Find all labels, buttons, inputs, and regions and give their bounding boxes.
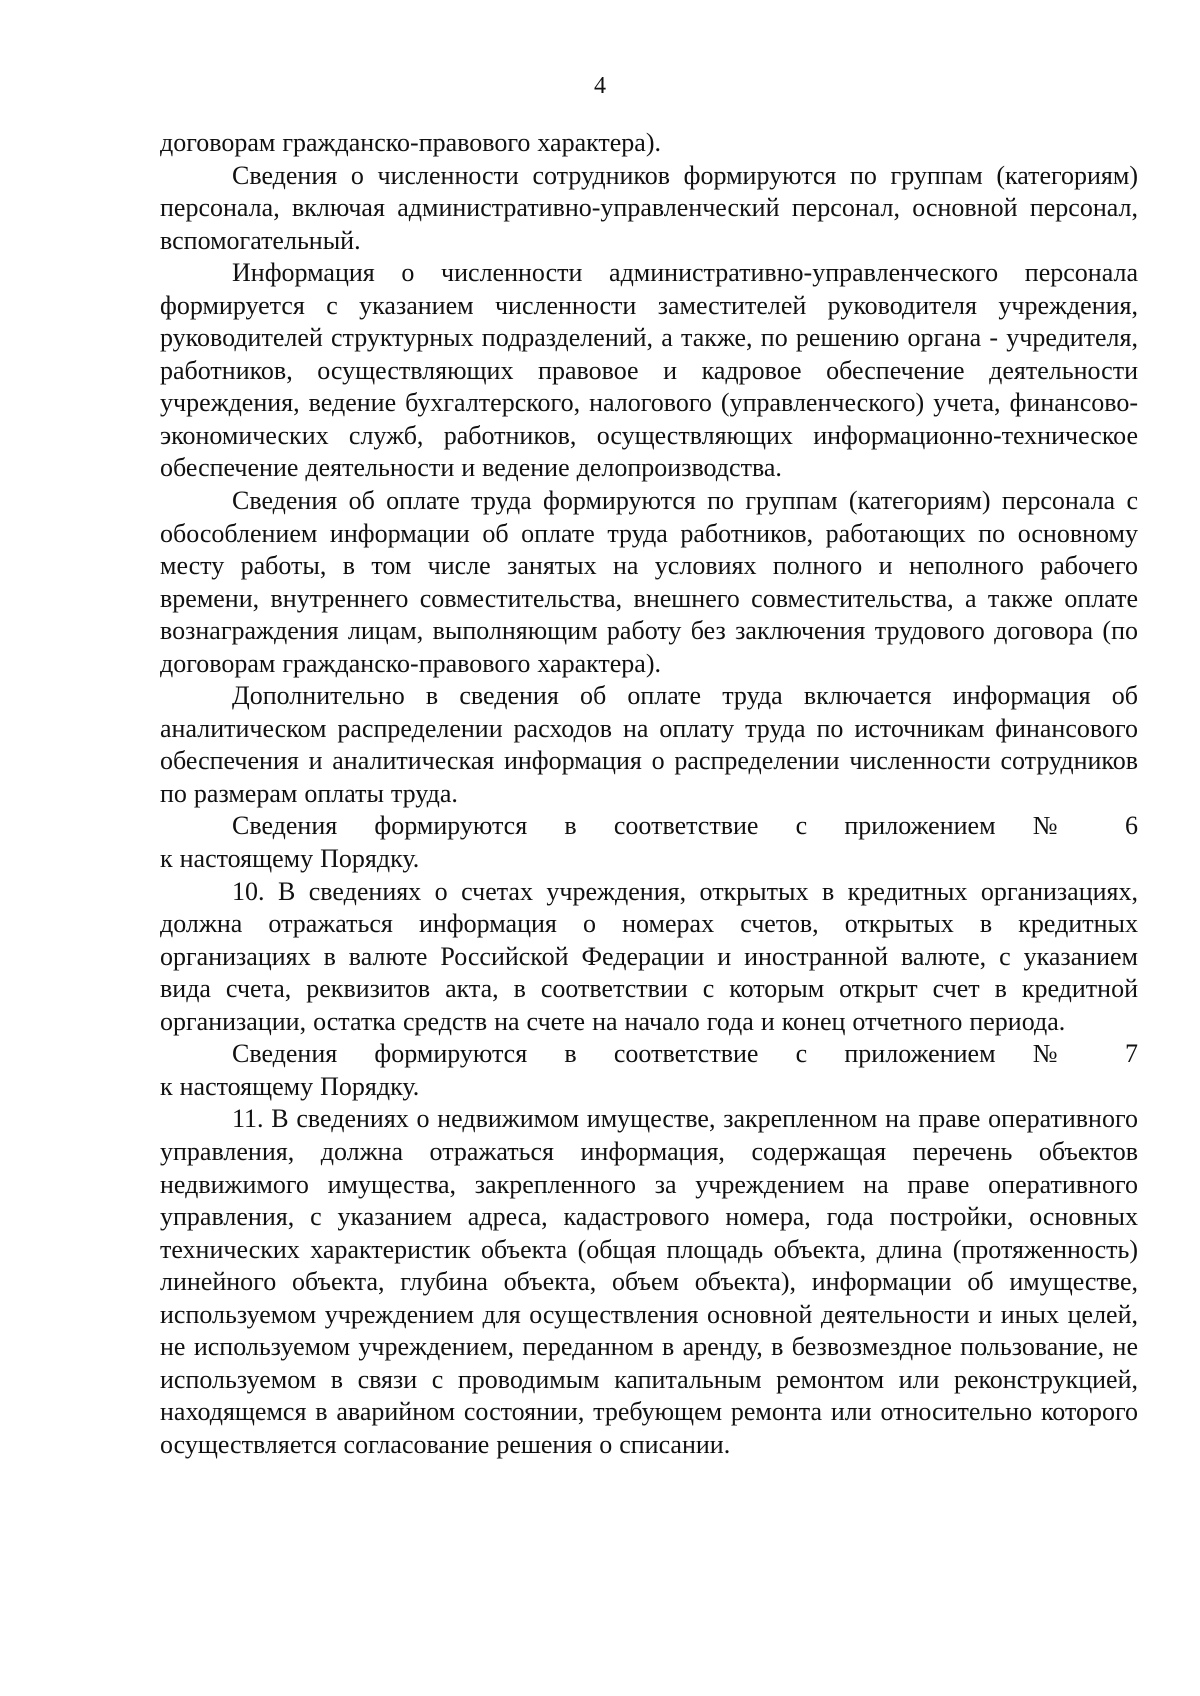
- paragraph-appendix-6-ref-end: к настоящему Порядку.: [160, 844, 420, 874]
- page-number: 4: [594, 73, 606, 99]
- paragraph-item-11-real-estate: 11. В сведениях о недвижимом имуществе, закрепленном на праве оперативного управления, должна отражаться информация, содержащая перечень объектов недвижимого имущества, закрепленного за учреждением на праве оперативного управления, с указанием адреса, кадастрового номера, года постройки, основных технических характеристик объекта (общая площадь объекта, длина (протяженность) линейного объекта, глубина объекта, объем объекта), информации об имуществе, используемом учреждением для осуществления основной деятельности и иных целей, не используемом учреждением, переданном в аренду, в безвозмездное пользование, не используемом в связи с проводимым капитальным ремонтом или реконструкцией, находящемся в аварийном состоянии, требующем ремонта или относительно которого осуществляется согласование решения о списании.: [160, 1104, 1138, 1459]
- paragraph-payroll-info: Сведения об оплате труда формируются по группам (категориям) персонала с обособлением информации об оплате труда работников, работающих по основному месту работы, в том числе занятых на условиях полного и неполного рабочего времени, внутреннего совместительства, внешнего совместительства, а также оплате вознаграждения лицам, выполняющим работу без заключения трудового договора (по договорам гражданско-правового характера).: [160, 486, 1138, 678]
- paragraph-appendix-6-ref: Сведения формируются в соответствие с приложением № 6: [232, 811, 1138, 841]
- paragraph-item-10-accounts: 10. В сведениях о счетах учреждения, открытых в кредитных организациях, должна отражаться информация о номерах счетов, открытых в кредитных организациях в валюте Российской Федерации и иностранной валюте, с указанием вида счета, реквизитов акта, в соответствии с которым открыт счет в кредитной организации, остатка средств на счете на начало года и конец отчетного периода.: [160, 876, 1138, 1036]
- paragraph-admin-staff-info: Информация о численности административно-управленческого персонала формируется с указанием численности заместителей руководителя учреждения, руководителей структурных подразделений, а также, по решению органа - учредителя, работников, осуществляющих правовое и кадровое обеспечение деятельности учреждения, ведение бухгалтерского, налогового (управленческого) учета, финансово-экономических служб, работников, осуществляющих информационно-техническое обеспечение деятельности и ведение делопроизводства.: [160, 258, 1138, 483]
- paragraph-payroll-additional: Дополнительно в сведения об оплате труда включается информация об аналитическом распределении расходов на оплату труда по источникам финансового обеспечения и аналитическая информация о распределении численности сотрудников по размерам оплаты труда.: [160, 681, 1138, 808]
- paragraph-appendix-7-ref: Сведения формируются в соответствие с приложением № 7: [232, 1039, 1138, 1069]
- paragraph-continuation: договорам гражданско-правового характера).: [160, 128, 661, 157]
- document-body: [160, 127, 1138, 1461]
- paragraph-appendix-7-ref-end: к настоящему Порядку.: [160, 1071, 420, 1101]
- paragraph-staff-count: Сведения о численности сотрудников формируются по группам (категориям) персонала, включая административно-управленческий персонал, основной персонал, вспомогательный.: [160, 160, 1138, 255]
